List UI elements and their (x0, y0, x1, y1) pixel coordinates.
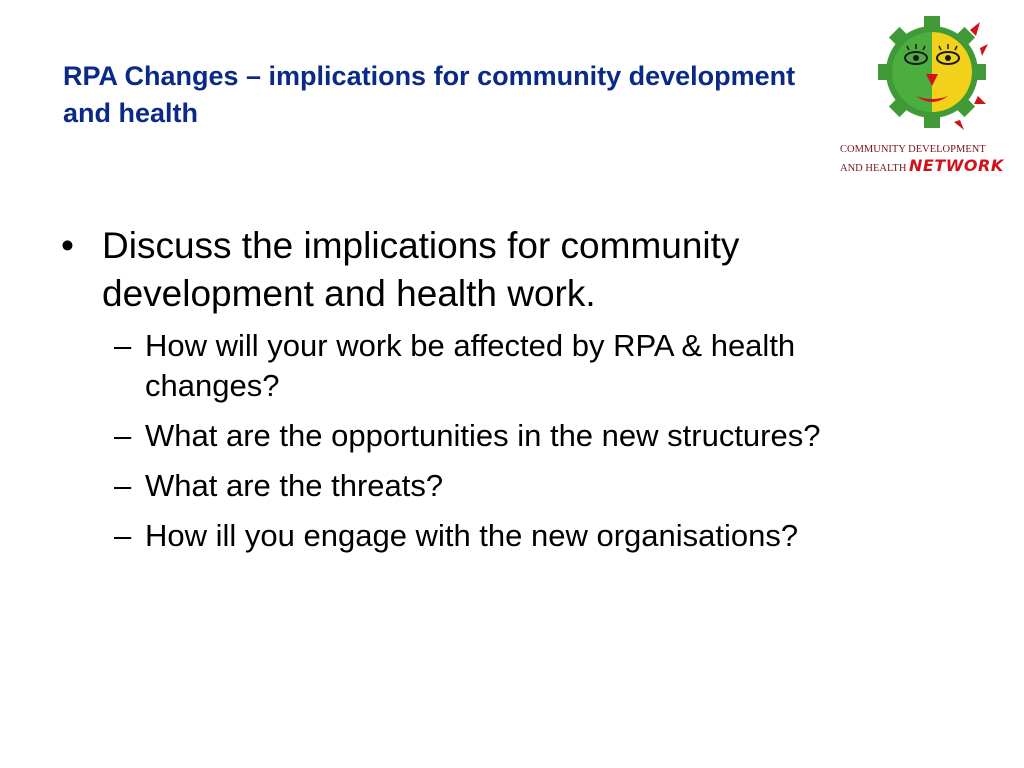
sub-bullet-item (114, 326, 865, 406)
logo-line-2 (840, 158, 1022, 177)
slide-body (58, 222, 938, 566)
sub-bullet-item (114, 466, 865, 506)
sub-bullet-item (114, 516, 865, 556)
sub-bullet-list (58, 326, 938, 556)
dash-icon: – (114, 518, 132, 553)
bullet-dot-icon: • (61, 225, 74, 266)
sub-bullet-item (114, 416, 865, 456)
logo-network-word: NETWORK (909, 156, 1004, 175)
logo-wordmark (840, 142, 1022, 177)
main-bullet-text: Discuss the implications for community development and health work. (102, 225, 740, 314)
gear-face-emblem-icon (876, 12, 988, 134)
sub-bullet-text: What are the threats? (145, 468, 444, 503)
cdhn-logo (836, 10, 1022, 186)
sub-bullet-text: How will your work be affected by RPA & health changes? (145, 328, 796, 403)
dash-icon: – (114, 328, 132, 363)
slide-title: RPA Changes – implications for community development and health (63, 61, 796, 128)
dash-icon: – (114, 418, 132, 453)
dash-icon: – (114, 468, 132, 503)
sub-bullet-text: What are the opportunities in the new structures? (145, 418, 821, 453)
main-bullet (58, 222, 938, 318)
sub-bullet-text: How ill you engage with the new organisations? (145, 518, 799, 553)
logo-line-1: COMMUNITY DEVELOPMENT (840, 144, 986, 155)
logo-line-2-prefix: AND HEALTH (840, 163, 910, 174)
